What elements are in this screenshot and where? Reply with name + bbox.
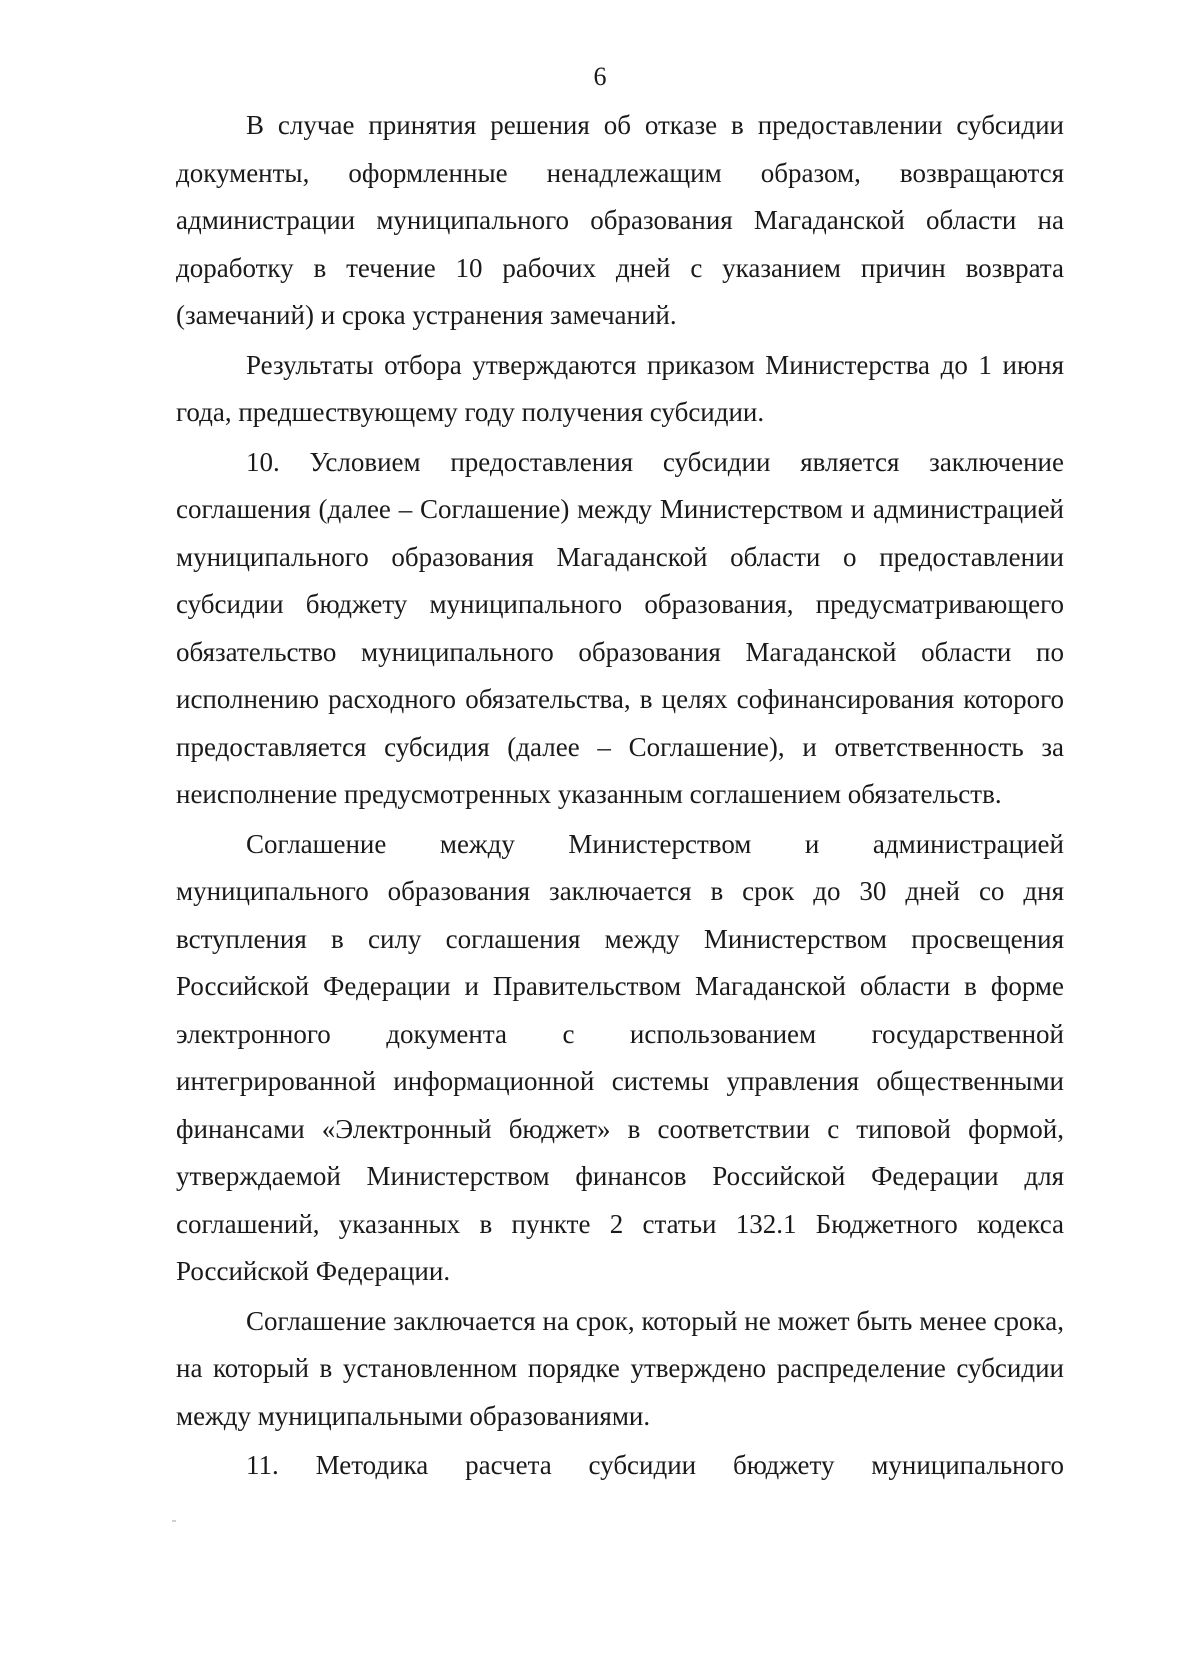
document-body [176,102,1064,1490]
paragraph-selection-results: Результаты отбора утверждаются приказом Министерства до 1 июня года, предшествующему году получения субсидии. [176,349,1064,427]
paragraph-clause-11: 11. Методика расчета субсидии бюджету муниципального [246,1450,1064,1480]
paragraph-refusal: В случае принятия решения об отказе в предоставлении субсидии документы, оформленные ненадлежащим образом, возвращаются администрации муниципального образования Магаданской области на доработку в течение 10 рабочих дней с указанием причин возврата (замечаний) и срока устранения замечаний. [176,110,1064,330]
paragraph-clause-10: 10. Условием предоставления субсидии является заключение соглашения (далее – Соглашение) между Министерством и администрацией муниципального образования Магаданской области о предоставлении субсидии бюджету муниципального образования, предусматривающего обязательство муниципального образования Магаданской области по исполнению расходного обязательства, в целях софинансирования которого предоставляется субсидия (далее – Соглашение), и ответственность за неисполнение предусмотренных указанным соглашением обязательств. [176,446,1064,809]
paragraph-agreement-term: Соглашение между Министерством и администрацией муниципального образования заключается в срок до 30 дней со дня вступления в силу соглашения между Министерством просвещения Российской Федерации и Правительством Магаданской области в форме электронного документа с использованием государственной интегрированной информационной системы управления общественными финансами «Электронный бюджет» в соответствии с типовой формой, утверждаемой Министерством финансов Российской Федерации для соглашений, указанных в пункте 2 статьи 132.1 Бюджетного кодекса Российской Федерации. [176,828,1064,1286]
paragraph-agreement-duration: Соглашение заключается на срок, который не может быть менее срока, на который в установленном порядке утверждено распределение субсидии между муниципальными образованиями. [176,1305,1064,1431]
scan-artifact [172,1520,176,1522]
page-number: 6 [593,62,607,91]
